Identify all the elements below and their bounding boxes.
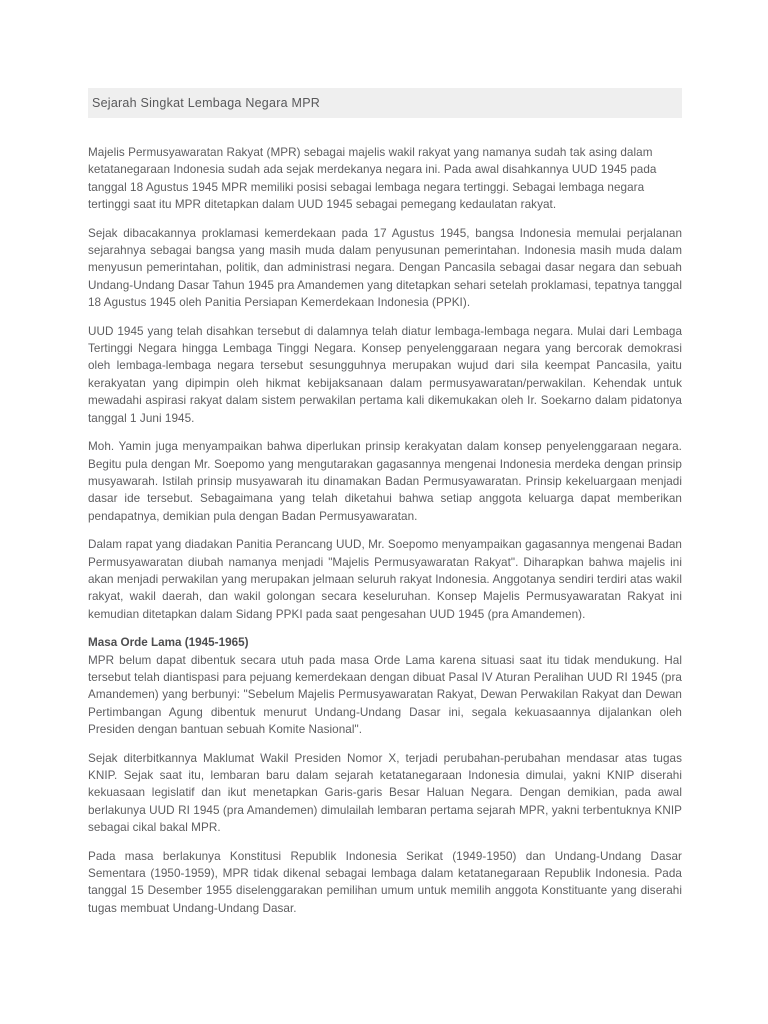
paragraph-7: Sejak diterbitkannya Maklumat Wakil Presiden Nomor X, terjadi perubahan-perubahan mendasar atas tugas KNIP. Sejak saat itu, lembaran baru dalam sejarah ketatanegaraan Indonesia dimulai, yakni KNIP diserahi kekuasaan legislatif dan ikut menetapkan Garis-garis Besar Haluan Negara. Dengan demikian, pada awal berlakunya UUD RI 1945 (pra Amandemen) dimulailah lembaran pertama sejarah MPR, yakni terbentuknya KNIP sebagai cikal bakal MPR. <box>88 751 682 835</box>
paragraph-spacer <box>88 739 682 750</box>
paragraph-6: MPR belum dapat dibentuk secara utuh pada masa Orde Lama karena situasi saat itu tidak mendukung. Hal tersebut telah diantispasi para pejuang kemerdekaan dengan dibuat Pasal IV Aturan Peralihan UUD RI 1945 (pra Amandemen) yang berbunyi: "Sebelum Majelis Permusyawaratan Rakyat, Dewan Perwakilan Rakyat dan Dewan Pertimbangan Agung dibentuk menurut Undang-Undang Dasar ini, segala kekuasaannya dijalankan oleh Presiden dengan bantuan sebuah Komite Nasional". <box>88 653 682 737</box>
document-body <box>88 88 682 917</box>
paragraph-2: Sejak dibacakannya proklamasi kemerdekaan pada 17 Agustus 1945, bangsa Indonesia memulai perjalanan sejarahnya sebagai bangsa yang masih muda dalam penyusunan pemerintahan. Indonesia masih muda dalam menyusun pemerintahan, politik, dan administrasi negara. Dengan Pancasila sebagai dasar negara dan sebuah Undang-Undang Dasar Tahun 1945 pra Amandemen yang ditetapkan sehari setelah proklamasi, tepatnya tanggal 18 Agustus 1945 oleh Panitia Persiapan Kemerdekaan Indonesia (PPKI). <box>88 226 682 310</box>
document-title-band <box>88 88 682 118</box>
paragraph-spacer <box>88 837 682 848</box>
paragraph-8: Pada masa berlakunya Konstitusi Republik Indonesia Serikat (1949-1950) dan Undang-Undang Dasar Sementara (1950-1959), MPR tidak dikenal sebagai lembaga dalam ketatanegaraan Republik Indonesia. Pada tanggal 15 Desember 1955 diselenggarakan pemilihan umum untuk memilih anggota Konstituante yang diserahi tugas membuat Undang-Undang Dasar. <box>88 849 682 915</box>
paragraph-spacer <box>88 525 682 536</box>
page-title: Sejarah Singkat Lembaga Negara MPR <box>92 95 321 110</box>
paragraph-spacer <box>88 623 682 634</box>
paragraph-5: Dalam rapat yang diadakan Panitia Perancang UUD, Mr. Soepomo menyampaikan gagasannya mengenai Badan Permusyawaratan diubah namanya menjadi "Majelis Permusyawaratan Rakyat". Diharapkan bahwa majelis ini akan menjadi perwakilan yang merupakan jelmaan seluruh rakyat Indonesia. Anggotanya sendiri terdiri atas wakil rakyat, wakil daerah, dan wakil golongan secara keseluruhan. Konsep Majelis Permusyawaratan Rakyat ini kemudian ditetapkan dalam Sidang PPKI pada saat pengesahan UUD 1945 (pra Amandemen). <box>88 538 682 621</box>
paragraph-3: UUD 1945 yang telah disahkan tersebut di dalamnya telah diatur lembaga-lembaga negara. Mulai dari Lembaga Tertinggi Negara hingga Lembaga Tinggi Negara. Konsep penyelenggaraan negara yang bercorak demokrasi oleh lembaga-lembaga negara tersebut sesungguhnya merupakan wujud dari sila keempat Pancasila, yaitu kerakyatan yang dipimpin oleh hikmat kebijaksanaan dalam permusyawaratan/perwakilan. Kehendak untuk mewadahi aspirasi rakyat dalam sistem perwakilan pertama kali dikemukakan oleh Ir. Soekarno dalam pidatonya tanggal 1 Juni 1945. <box>88 324 682 425</box>
section-heading-masa-orde-lama: Masa Orde Lama (1945-1965) <box>88 636 249 650</box>
title-spacer <box>88 118 682 144</box>
paragraph-spacer <box>88 214 682 225</box>
paragraph-4: Moh. Yamin juga menyampaikan bahwa diperlukan prinsip kerakyatan dalam konsep penyelenggaraan negara. Begitu pula dengan Mr. Soepomo yang mengutarakan gagasannya mengenai Indonesia merdeka dengan prinsip musyawarah. Istilah prinsip musyawarah itu dinamakan Badan Permusyawaratan. Prinsip kekeluargaan menjadi dasar ide tersebut. Sebagaimana yang telah diketahui bahwa setiap anggota keluarga dapat memberikan pendapatnya, demikian pula dengan Badan Permusyawaratan. <box>88 440 682 523</box>
paragraph-1: Majelis Permusyawaratan Rakyat (MPR) sebagai majelis wakil rakyat yang namanya sudah tak asing dalam ketatanegaraan Indonesia sudah ada sejak merdekanya negara ini. Pada awal disahkannya UUD 1945 pada tanggal 18 Agustus 1945 MPR memiliki posisi sebagai lembaga negara tertinggi. Sebagai lembaga negara tertinggi saat itu MPR ditetapkan dalam UUD 1945 sebagai pemegang kedaulatan rakyat. <box>88 146 657 212</box>
paragraph-spacer <box>88 312 682 323</box>
paragraph-spacer <box>88 427 682 438</box>
